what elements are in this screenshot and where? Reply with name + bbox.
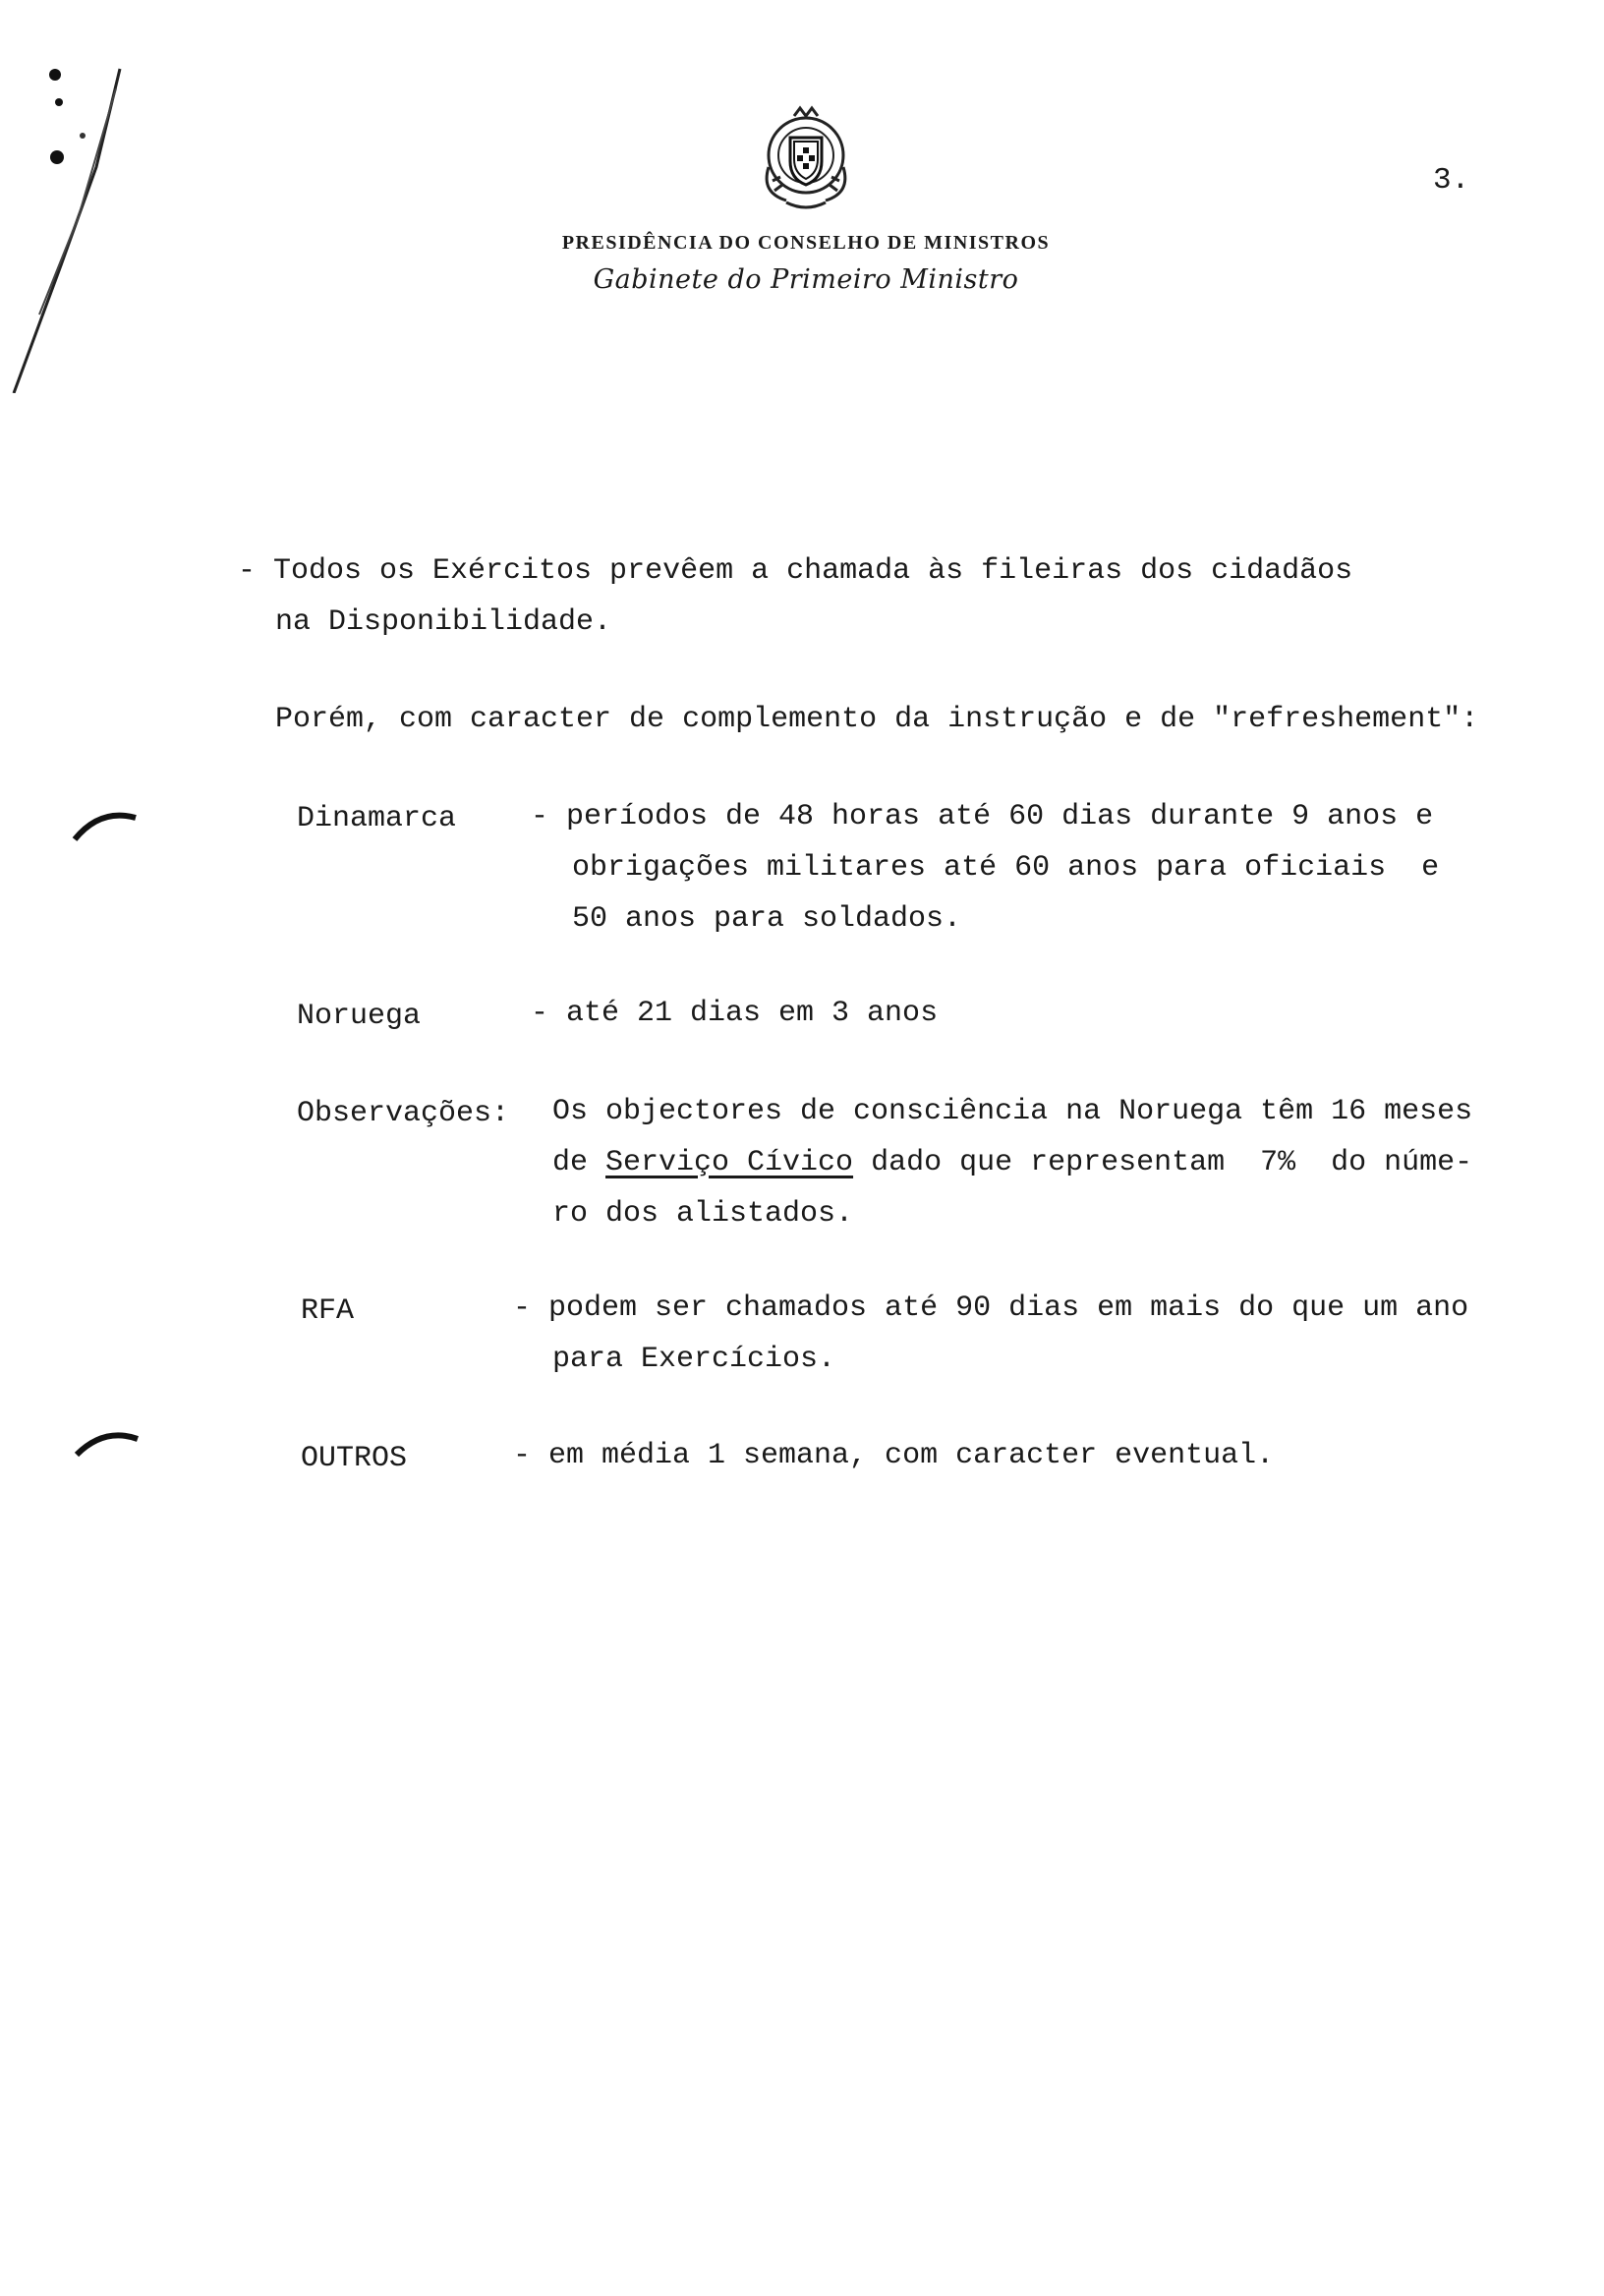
entry-noruega-line-1: - até 21 dias em 3 anos [531,997,939,1030]
entry-observacoes-line-2 [552,1137,1472,1188]
observacoes-line-2-end: dado que representam 7% do núme- [853,1146,1473,1179]
margin-pen-stroke [0,20,138,393]
office-subtitle: Gabinete do Primeiro Ministro [593,264,1019,295]
margin-bracket-mark [73,1425,142,1461]
entry-rfa-line-1: - podem ser chamados até 90 dias em mais do que um ano [513,1292,1469,1325]
entry-label-outros: OUTROS [301,1442,408,1475]
letterhead [452,98,1160,295]
intro-line-3: Porém, com caracter de complemento da instrução e de "refreshement": [275,703,1479,736]
margin-bracket-mark [71,808,140,843]
entry-rfa-line-2: para Exercícios. [552,1343,836,1376]
intro-line-1: - Todos os Exércitos prevêem a chamada às fileiras dos cidadãos [238,554,1353,588]
page-number: 3. [1433,163,1470,198]
entry-label-observacoes: Observações: [297,1097,510,1130]
entry-outros-line-1: - em média 1 semana, com caracter eventual. [513,1439,1275,1472]
observacoes-line-2-start: de [552,1146,606,1179]
entry-label-rfa: RFA [301,1294,355,1328]
entry-dinamarca-line-2: obrigações militares até 60 anos para oficiais e [572,851,1440,885]
servico-civico-underlined: Serviço Cívico [605,1146,854,1179]
coat-of-arms-crest [747,98,865,216]
entry-observacoes-line-3: ro dos alistados. [552,1197,854,1231]
entry-label-dinamarca: Dinamarca [297,802,457,835]
entry-dinamarca-line-3: 50 anos para soldados. [572,902,962,936]
office-name: PRESIDÊNCIA DO CONSELHO DE MINISTROS [561,232,1051,254]
intro-line-2: na Disponibilidade. [275,605,612,639]
entry-observacoes-line-1: Os objectores de consciência na Noruega têm 16 meses [552,1095,1473,1128]
entry-dinamarca-line-1: - períodos de 48 horas até 60 dias durante 9 anos e [531,800,1434,833]
entry-label-noruega: Noruega [297,1000,422,1033]
